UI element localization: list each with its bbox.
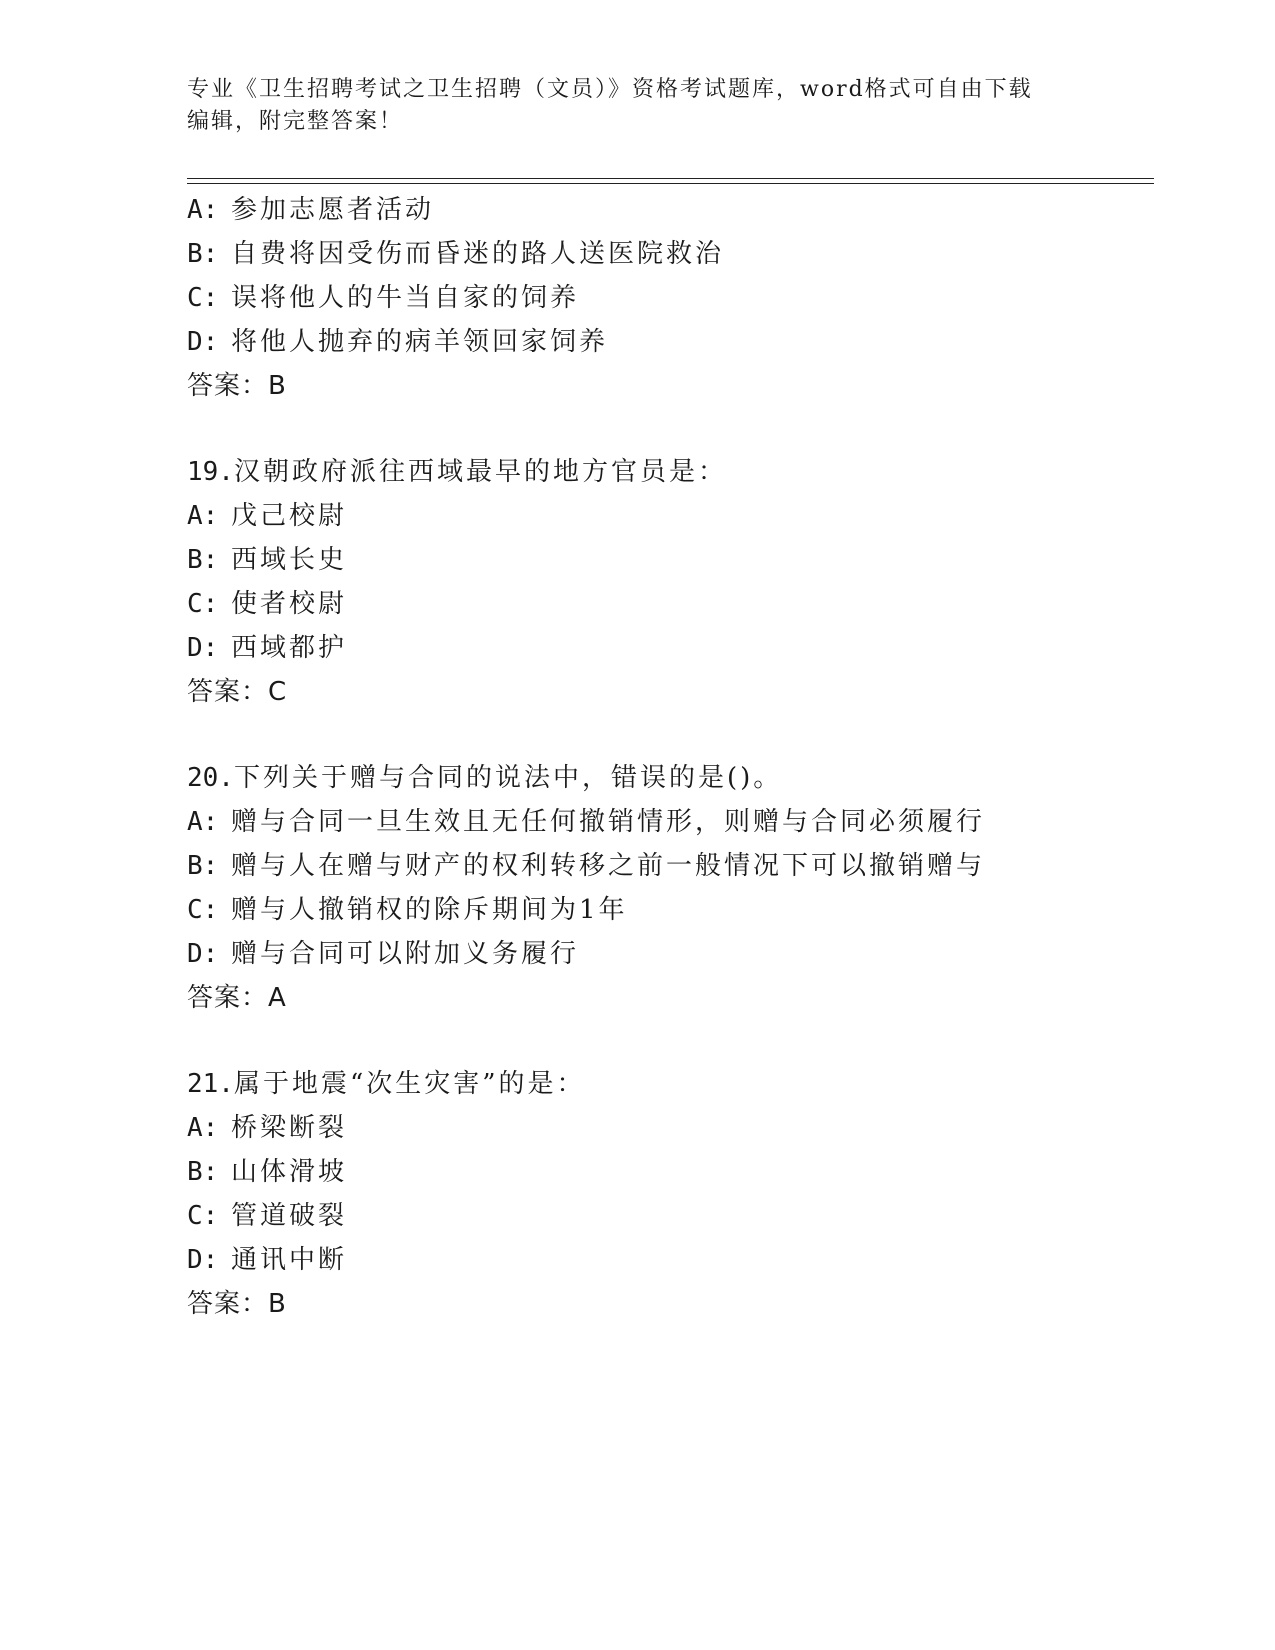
option-text: 赠与人撤销权的除斥期间为1年 <box>231 895 628 925</box>
option-key: B: <box>187 545 219 575</box>
option-text: 通讯中断 <box>231 1245 348 1275</box>
option-text: 误将他人的牛当自家的饲养 <box>231 283 580 313</box>
q18-option-a <box>187 193 434 227</box>
question-number: 20. <box>187 763 234 793</box>
q20-option-a <box>187 805 985 839</box>
q19-option-d <box>187 631 347 665</box>
header-divider-bottom <box>187 183 1154 184</box>
header-line-2: 编辑，附完整答案！ <box>187 109 404 134</box>
option-key: D: <box>187 939 219 969</box>
q20-option-c <box>187 893 628 927</box>
q19-stem <box>187 455 727 489</box>
q18-option-c <box>187 281 579 315</box>
q19-option-c <box>187 587 347 621</box>
option-text: 使者校尉 <box>231 589 348 619</box>
option-key: D: <box>187 327 219 357</box>
option-text: 戊己校尉 <box>231 501 348 531</box>
option-text: 西域长史 <box>231 545 348 575</box>
option-key: B: <box>187 851 219 881</box>
option-text: 赠与合同一旦生效且无任何撤销情形，则赠与合同必须履行 <box>231 807 986 837</box>
option-key: D: <box>187 633 219 663</box>
option-text: 将他人抛弃的病羊领回家饲养 <box>231 327 609 357</box>
q21-option-d <box>187 1243 347 1277</box>
q21-answer: 答案：B <box>187 1289 287 1319</box>
q21-option-a <box>187 1111 347 1145</box>
q20-option-d <box>187 937 579 971</box>
option-key: A: <box>187 807 219 837</box>
question-number: 21. <box>187 1069 234 1099</box>
option-key: C: <box>187 283 219 313</box>
option-key: A: <box>187 195 219 225</box>
q20-option-b <box>187 849 985 883</box>
option-key: C: <box>187 589 219 619</box>
option-key: C: <box>187 895 219 925</box>
q19-option-a <box>187 499 347 533</box>
option-text: 桥梁断裂 <box>231 1113 348 1143</box>
option-text: 山体滑坡 <box>231 1157 348 1187</box>
question-text: 下列关于赠与合同的说法中，错误的是()。 <box>233 763 783 793</box>
question-text: 汉朝政府派往西域最早的地方官员是： <box>233 457 727 487</box>
q19-answer: 答案：C <box>187 677 288 707</box>
q18-answer: 答案：B <box>187 371 287 401</box>
q18-option-b <box>187 237 724 271</box>
option-text: 参加志愿者活动 <box>231 195 435 225</box>
option-text: 西域都护 <box>231 633 348 663</box>
header-line-1: 专业《卫生招聘考试之卫生招聘（文员）》资格考试题库，word格式可自由下载 <box>187 77 1033 102</box>
option-key: B: <box>187 239 219 269</box>
q20-stem <box>187 761 782 795</box>
option-key: C: <box>187 1201 219 1231</box>
option-text: 赠与人在赠与财产的权利转移之前一般情况下可以撤销赠与 <box>231 851 986 881</box>
option-key: B: <box>187 1157 219 1187</box>
question-number: 19. <box>187 457 234 487</box>
option-text: 管道破裂 <box>231 1201 348 1231</box>
q19-option-b <box>187 543 347 577</box>
option-key: D: <box>187 1245 219 1275</box>
q21-option-b <box>187 1155 347 1189</box>
option-key: A: <box>187 1113 219 1143</box>
option-text: 赠与合同可以附加义务履行 <box>231 939 580 969</box>
document-header <box>187 74 1087 138</box>
q21-stem <box>187 1067 586 1101</box>
q21-option-c <box>187 1199 347 1233</box>
question-text: 属于地震“次生灾害”的是： <box>233 1069 586 1099</box>
option-key: A: <box>187 501 219 531</box>
header-divider-top <box>187 178 1154 179</box>
option-text: 自费将因受伤而昏迷的路人送医院救治 <box>231 239 725 269</box>
q18-option-d <box>187 325 608 359</box>
q20-answer: 答案：A <box>187 983 287 1013</box>
